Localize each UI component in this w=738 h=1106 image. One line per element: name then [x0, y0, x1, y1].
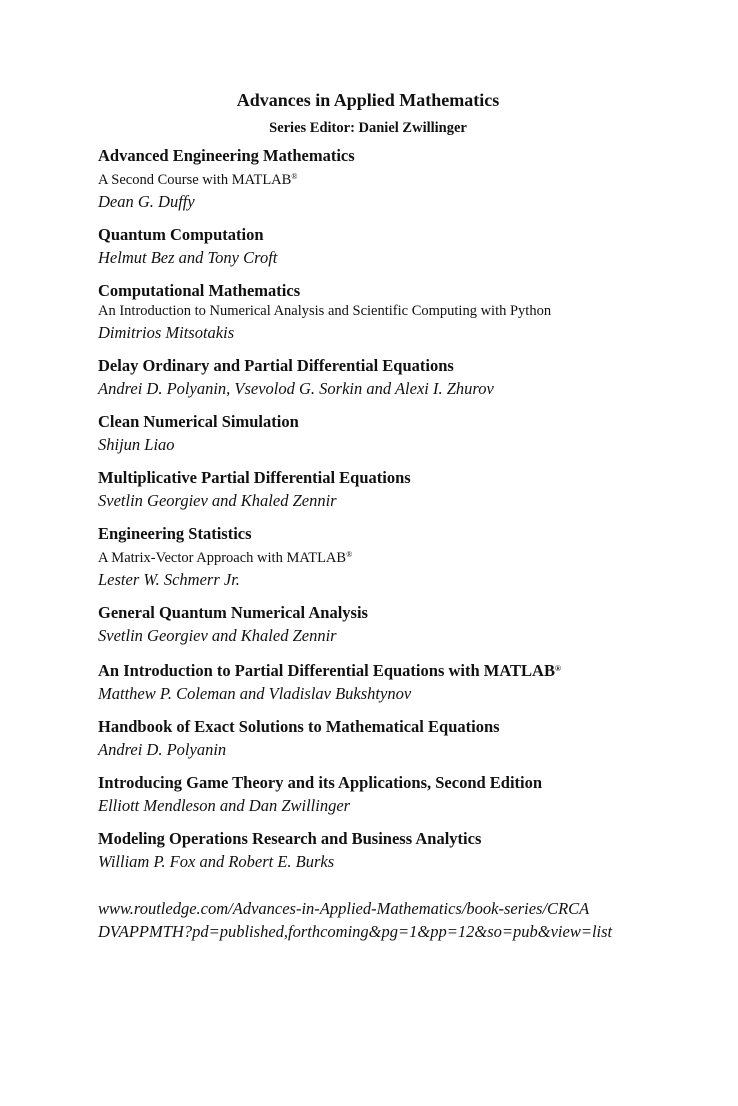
book-authors: Andrei D. Polyanin — [98, 740, 227, 759]
book-entry — [98, 716, 698, 761]
book-authors: Matthew P. Coleman and Vladislav Bukshtynov — [98, 684, 412, 703]
book-title — [98, 772, 698, 794]
book-authors: Dimitrios Mitsotakis — [98, 323, 235, 342]
book-entry — [98, 467, 698, 512]
book-title — [98, 411, 698, 433]
book-title — [98, 145, 698, 167]
book-entry — [98, 224, 698, 269]
book-subtitle-text: An Introduction to Numerical Analysis and Scientific Computing with Python — [98, 303, 552, 319]
book-title-text: Engineering Statistics — [98, 524, 252, 543]
series-page — [98, 88, 698, 943]
book-subtitle — [98, 167, 698, 190]
book-title-text: Introducing Game Theory and its Applications, Second Edition — [98, 773, 543, 792]
book-authors: Lester W. Schmerr Jr. — [98, 570, 240, 589]
book-title-text: Quantum Computation — [98, 225, 264, 244]
book-subtitle — [98, 302, 698, 321]
book-entry — [98, 355, 698, 400]
book-authors: Svetlin Georgiev and Khaled Zennir — [98, 626, 337, 645]
book-entry — [98, 828, 698, 873]
book-title — [98, 828, 698, 850]
book-subtitle-text: A Matrix-Vector Approach with MATLAB — [98, 550, 347, 566]
book-authors: Elliott Mendleson and Dan Zwillinger — [98, 796, 351, 815]
registered-mark: ® — [554, 664, 561, 673]
series-url[interactable] — [98, 897, 698, 943]
book-title — [98, 658, 698, 682]
book-entry — [98, 658, 698, 705]
series-editor: Series Editor: Daniel Zwillinger — [269, 120, 467, 136]
book-list — [98, 145, 698, 873]
book-title-text: Delay Ordinary and Partial Differential Equations — [98, 356, 454, 375]
book-title-text: General Quantum Numerical Analysis — [98, 603, 368, 622]
book-title — [98, 523, 698, 545]
book-entry — [98, 602, 698, 647]
registered-mark: ® — [346, 550, 353, 559]
book-title-text: An Introduction to Partial Differential Equations with MATLAB — [98, 661, 555, 680]
book-authors: Helmut Bez and Tony Croft — [98, 248, 278, 267]
book-title-text: Handbook of Exact Solutions to Mathematical Equations — [98, 717, 500, 736]
book-entry — [98, 523, 698, 591]
book-entry — [98, 772, 698, 817]
book-title — [98, 467, 698, 489]
book-authors: William P. Fox and Robert E. Burks — [98, 852, 335, 871]
book-entry — [98, 280, 698, 344]
book-title-text: Computational Mathematics — [98, 281, 301, 300]
book-authors: Svetlin Georgiev and Khaled Zennir — [98, 491, 337, 510]
book-title — [98, 224, 698, 246]
book-title-text: Multiplicative Partial Differential Equations — [98, 468, 411, 487]
book-title-text: Clean Numerical Simulation — [98, 412, 299, 431]
series-url-line-1[interactable]: www.routledge.com/Advances-in-Applied-Mathematics/book-series/CRCA — [98, 899, 590, 918]
book-title — [98, 602, 698, 624]
book-authors: Dean G. Duffy — [98, 192, 195, 211]
series-url-line-2[interactable]: DVAPPMTH?pd=published,forthcoming&pg=1&pp=12&so=pub&view=list — [98, 922, 613, 941]
book-entry — [98, 411, 698, 456]
book-title — [98, 280, 698, 302]
book-title-text: Modeling Operations Research and Business Analytics — [98, 829, 482, 848]
book-subtitle — [98, 545, 698, 568]
book-title — [98, 355, 698, 377]
book-entry — [98, 145, 698, 213]
book-title-text: Advanced Engineering Mathematics — [98, 146, 355, 165]
book-title — [98, 716, 698, 738]
book-authors: Andrei D. Polyanin, Vsevolod G. Sorkin and Alexi I. Zhurov — [98, 379, 494, 398]
book-authors: Shijun Liao — [98, 435, 175, 454]
series-title: Advances in Applied Mathematics — [236, 90, 500, 110]
book-subtitle-text: A Second Course with MATLAB — [98, 172, 292, 188]
registered-mark: ® — [291, 172, 298, 181]
